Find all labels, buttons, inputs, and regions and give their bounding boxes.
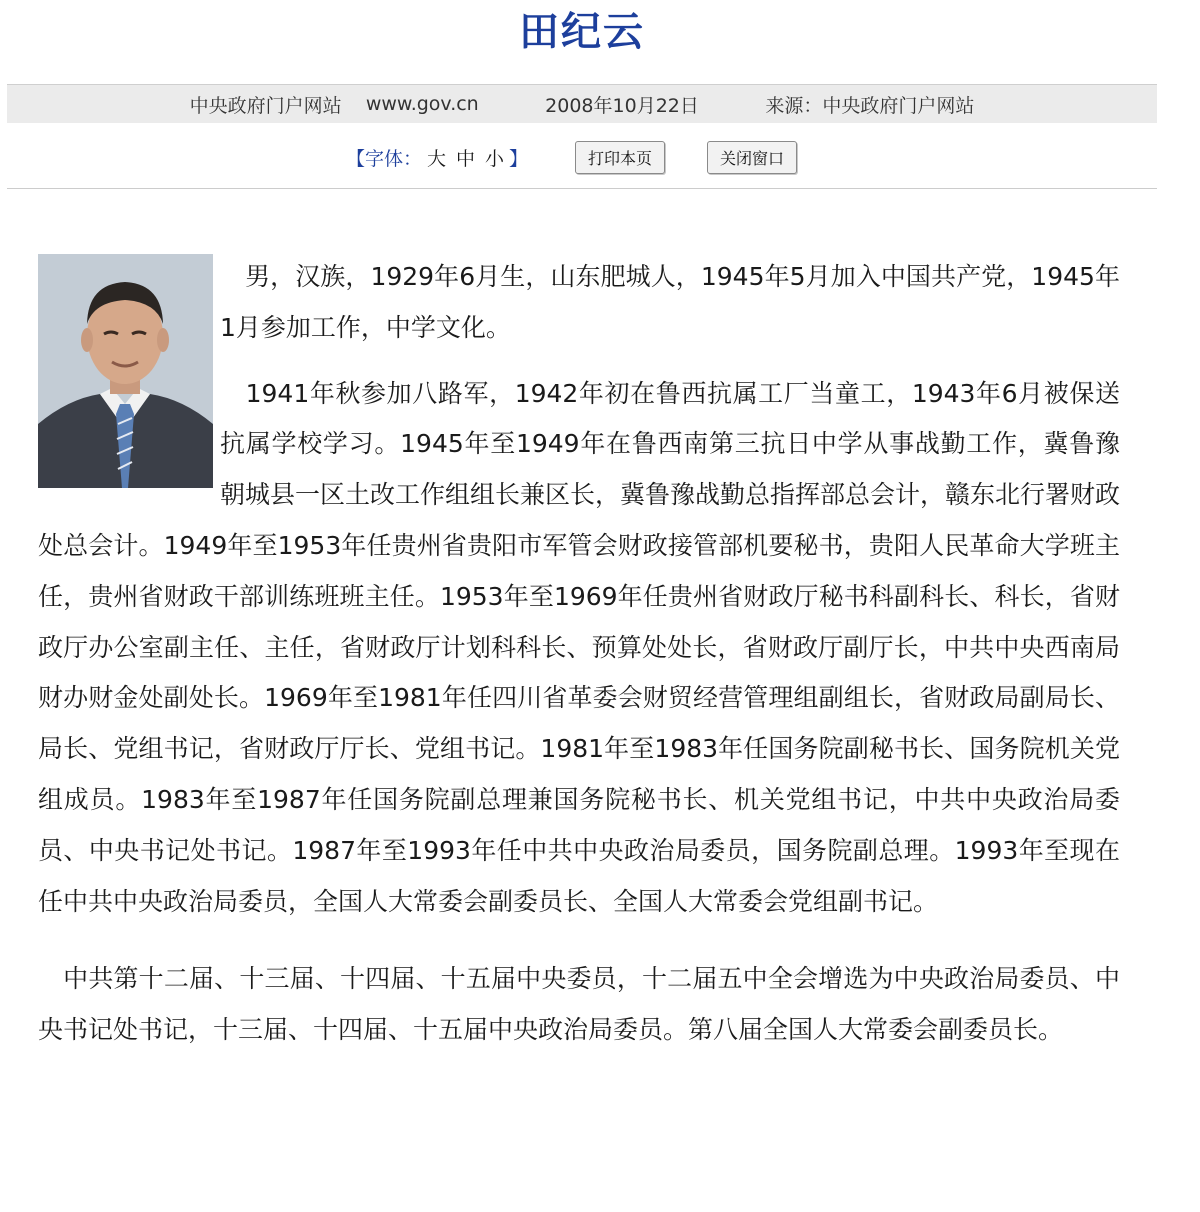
font-size-bracket: 】 — [509, 147, 529, 170]
font-size-medium-link[interactable]: 中 — [455, 147, 475, 170]
site-name: 中央政府门户网站 — [189, 94, 342, 117]
font-size-selector — [346, 144, 528, 171]
publish-date: 2008年10月22日 — [545, 94, 699, 117]
font-size-large-link[interactable]: 大 — [426, 147, 446, 170]
article-title: 田纪云 — [519, 9, 645, 55]
print-button[interactable]: 打印本页 — [575, 141, 665, 174]
paragraph-3 — [38, 954, 1120, 1056]
site-url: www.gov.cn — [365, 93, 479, 115]
font-size-small-link[interactable]: 小 — [484, 147, 504, 170]
article-source: 来源：中央政府门户网站 — [765, 94, 975, 117]
header-divider — [7, 188, 1157, 189]
article-info-bar — [7, 84, 1157, 123]
close-window-button[interactable]: 关闭窗口 — [707, 141, 797, 174]
article-toolbar — [0, 137, 1164, 177]
portrait-photo — [38, 254, 213, 488]
portrait-image — [38, 254, 213, 488]
font-size-label: 【字体： — [345, 147, 422, 170]
article-body — [38, 252, 1120, 1056]
paragraph-2-text: 1941年秋参加八路军，1942年初在鲁西抗属工厂当童工，1943年6月被保送抗属学校学习。1945年至1949年在鲁西南第三抗日中学从事战勤工作，冀鲁豫朝城县一区土改工作组组长兼区长，冀鲁豫战勤总指挥部总会计，赣东北行署财政处总会计。1949年至1953年任贵州省贵阳市军管会财政接管部机要秘书，贵阳人民革命大学班主任，贵州省财政干部训练班班主任。1953年至1969年任贵州省财政厅秘书科副科长、科长，省财政厅办公室副主任、主任，省财政厅计划科科长、预算处处长，省财政厅副厅长，中共中央西南局财办财金处副处长。1969年至1981年任四川省革委会财贸经营管理组副组长，省财政局副局长、局长、党组书记，省财政厅厅长、党组书记。1981年至1983年任国务院副秘书长、国务院机关党组成员。1983年至1987年任国务院副总理兼国务院秘书长、机关党组书记，中共中央政治局委员、中央书记处书记。1987年至1993年任中共中央政治局委员，国务院副总理。1993年至现在任中共中央政治局委员，全国人大常委会副委员长、全国人大常委会党组副书记。 — [38, 378, 1121, 916]
paragraph-3-text: 中共第十二届、十三届、十四届、十五届中央委员，十二届五中全会增选为中央政治局委员、中央书记处书记，十三届、十四届、十五届中央政治局委员。第八届全国人大常委会副委员长。 — [38, 964, 1120, 1045]
paragraph-1-text: 男，汉族，1929年6月生，山东肥城人，1945年5月加入中国共产党，1945年1月参加工作，中学文化。 — [220, 262, 1120, 342]
